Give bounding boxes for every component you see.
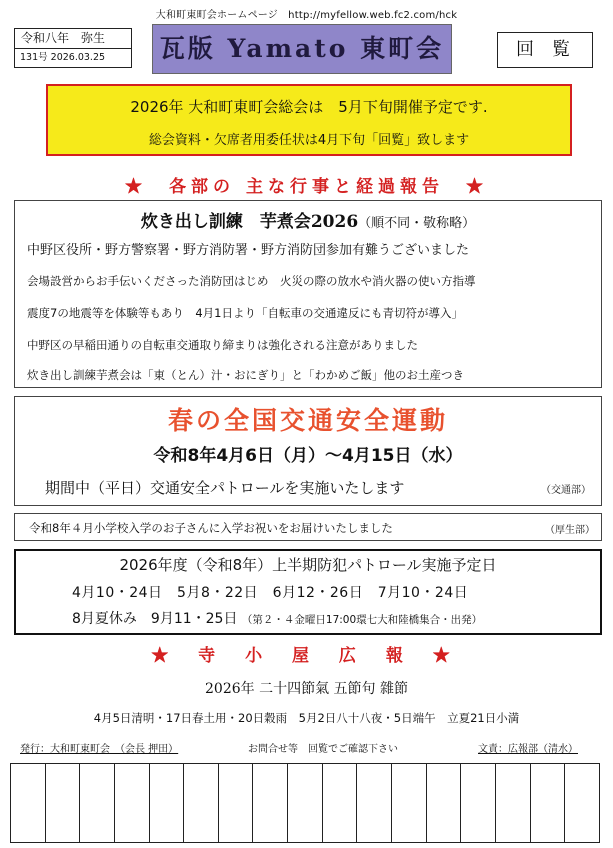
drill-line: 中野区役所・野方警察署・野方消防署・野方消防団参加有難うございました: [27, 243, 470, 258]
stamp-cell: [531, 764, 566, 842]
seasonal-dates: 4月5日清明・17日春土用・20日穀雨 5月2日八十八夜・5日端午 立夏21日小満: [93, 711, 520, 725]
traffic-safety-dates: 令和8年4月6日（月）～4月15日（水）: [153, 446, 463, 466]
stamp-cell: [11, 764, 46, 842]
welfare-dept-tag: （厚生部）: [545, 525, 595, 536]
drill-heading: [15, 207, 601, 232]
drill-line: 会場設営からお手伝いくださった消防団はじめ 火災の際の放水や消火器の使い方指導: [27, 274, 476, 288]
traffic-safety-title: 春の全国交通安全運動: [167, 406, 448, 435]
traffic-dept-tag: （交通部）: [541, 485, 591, 496]
circulation-box: 回覧: [497, 32, 593, 68]
crime-patrol-box: [14, 549, 602, 635]
notice-line-2: 総会資料・欠席者用委任状は4月下旬「回覧」致します: [148, 133, 470, 148]
stamp-cell: [253, 764, 288, 842]
site-url: 大和町東町会ホームページ http://myfellow.web.fc2.com/hck: [155, 10, 458, 21]
stamp-cell: [80, 764, 115, 842]
stamp-cell: [427, 764, 462, 842]
circulation-stamp-grid: [10, 763, 600, 843]
stamp-cell: [323, 764, 358, 842]
stamp-cell: [357, 764, 392, 842]
traffic-safety-box: [14, 396, 602, 506]
stamp-cell: [392, 764, 427, 842]
crime-patrol-dates-1: 4月10・24日 5月8・22日 6月12・26日 7月10・24日: [72, 585, 469, 601]
stamp-cell: [288, 764, 323, 842]
crime-patrol-dates-2-text: 8月夏休み 9月11・25日: [72, 611, 238, 627]
school-entry-box: [14, 513, 602, 541]
school-entry-text: 令和8年４月小学校入学のお子さんに入学お祝いをお届けいたしました: [29, 521, 393, 535]
stamp-cell: [219, 764, 254, 842]
drill-title: 炊き出し訓練 芋煮会2026: [140, 212, 359, 232]
crime-patrol-title: 2026年度（令和8年）上半期防犯パトロール実施予定日: [119, 556, 497, 574]
general-meeting-notice: [46, 84, 572, 156]
stamp-cell: [150, 764, 185, 842]
crime-patrol-dates-2: [72, 608, 482, 628]
era-box: [14, 28, 132, 68]
drill-report-box: [14, 200, 602, 388]
stamp-cell: [184, 764, 219, 842]
stamp-cell: [496, 764, 531, 842]
section-report-heading: ★ 各部の 主な行事と経過報告 ★: [125, 177, 488, 197]
seasonal-title: 2026年 二十四節氣 五節句 雜節: [205, 681, 408, 697]
stamp-cell: [565, 764, 599, 842]
drill-line: 震度7の地震等を体験等もあり 4月1日より「自転車の交通違反にも青切符が導入」: [27, 306, 463, 320]
writer-credit: 文責：広報部（清水）: [478, 744, 578, 755]
publisher-credit: 発行：大和町東町会 （会長 押田）: [20, 744, 179, 755]
drill-line: 炊き出し訓練芋煮会は「東（とん）汁・おにぎり」と「わかめご飯」他のお土産つき: [27, 368, 464, 382]
stamp-cell: [46, 764, 81, 842]
stamp-cell: [115, 764, 150, 842]
issue-label: 131号 2026.03.25: [20, 52, 106, 63]
newsletter-title: 瓦版 Yamato 東町会: [152, 24, 452, 74]
section-temple-heading: ★ 寺 小 屋 広 報 ★: [151, 646, 462, 666]
drill-line: 中野区の早稲田通りの自転車交通取り締まりは強化される注意がありました: [27, 338, 418, 352]
stamp-cell: [461, 764, 496, 842]
era-label: 令和八年 弥生: [15, 29, 131, 49]
notice-line-1: 2026年 大和町東町会総会は 5月下旬開催予定です.: [130, 98, 488, 116]
traffic-safety-patrol: 期間中（平日）交通安全パトロールを実施いたします: [45, 479, 405, 497]
drill-subtitle: （順不同・敬称略）: [358, 216, 476, 231]
contact-note: お問合せ等 回覧でご確認下さい: [248, 744, 398, 755]
crime-patrol-note: （第２・４金曜日17:00環七大和陸橋集合・出発）: [241, 614, 483, 626]
